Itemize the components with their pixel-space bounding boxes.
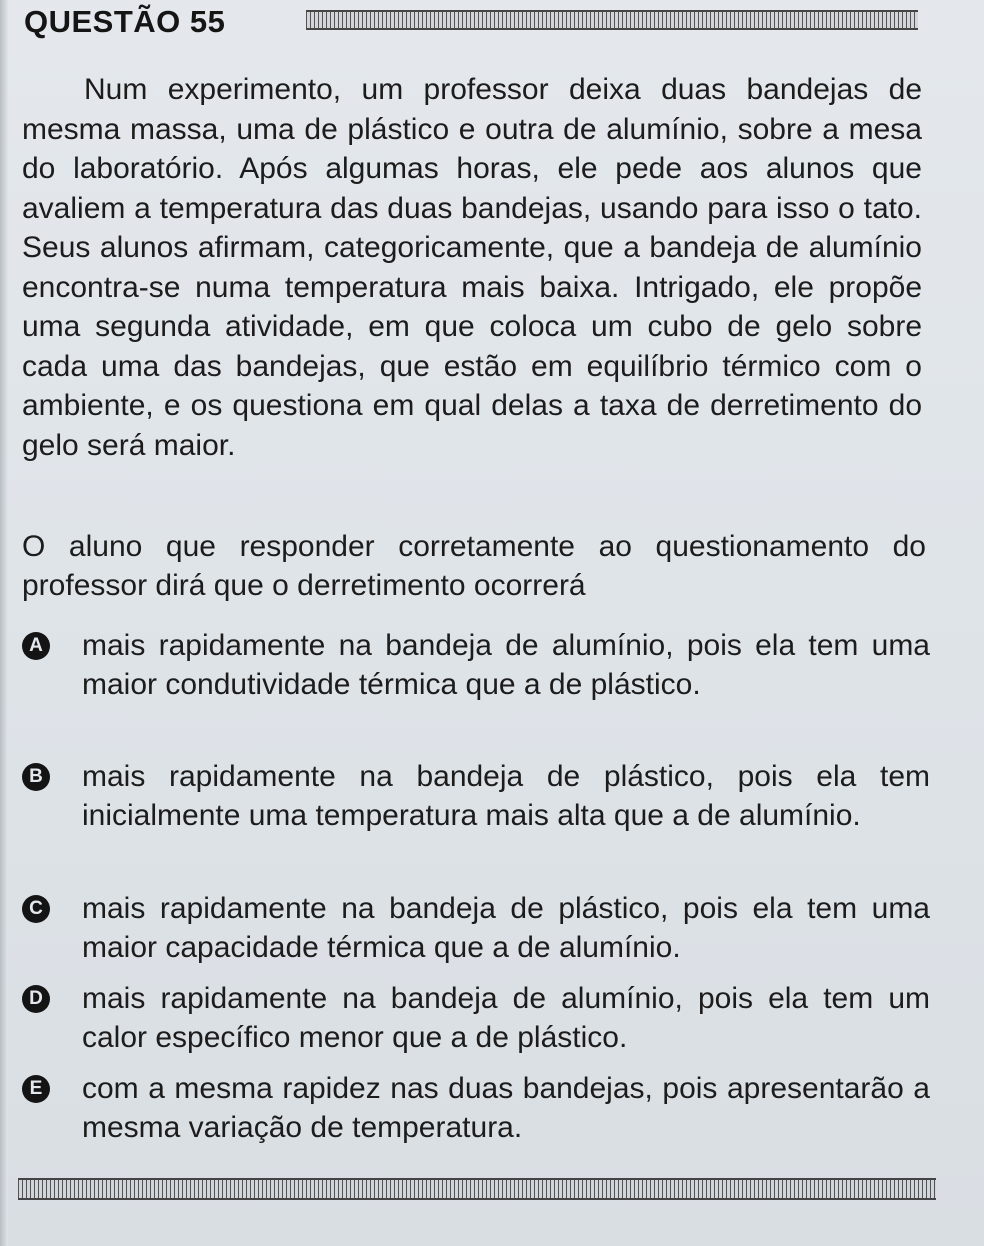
option-b-text: mais rapidamente na bandeja de plástico, pois ela tem inicialmente uma temperatura mais alta que a de alumínio. [82, 760, 930, 832]
question-title: QUESTÃO 55 [24, 4, 226, 39]
header-decorative-rule [306, 10, 918, 30]
page-edge-shadow [0, 0, 8, 1246]
question-header [24, 4, 924, 44]
option-letter-d-icon: D [22, 985, 50, 1013]
footer-decorative-rule [18, 1178, 936, 1200]
question-paragraph: Num experimento, um professor deixa duas bandejas de mesma massa, uma de plástico e outra de alumínio, sobre a mesa do laboratório. Após algumas horas, ele pede aos alunos que avaliem a temperatura das duas bandejas, usando para isso o tato. Seus alunos afirmam, categoricamente, que a bandeja de alumínio encontra-se numa temperatura mais baixa. Intrigado, ele propõe uma segunda atividade, em que coloca um cubo de gelo sobre cada uma das bandejas, que estão em equilíbrio térmico com o ambiente, e os questiona em qual delas a taxa de derretimento do gelo será maior. [22, 73, 922, 462]
option-c-text: mais rapidamente na bandeja de plástico, pois ela tem uma maior capacidade térmica que a de alumínio. [82, 892, 930, 964]
option-a-text: mais rapidamente na bandeja de alumínio, pois ela tem uma maior condutividade térmica que a de plástico. [82, 629, 930, 701]
option-letter-c-icon: C [22, 895, 50, 923]
option-letter-e-icon: E [22, 1075, 50, 1103]
question-prompt: O aluno que responder corretamente ao questionamento do professor dirá que o derretimento ocorrerá [22, 530, 926, 602]
option-d-text: mais rapidamente na bandeja de alumínio, pois ela tem um calor específico menor que a de plástico. [82, 982, 930, 1054]
option-letter-a-icon: A [22, 632, 50, 660]
option-e-text: com a mesma rapidez nas duas bandejas, pois apresentarão a mesma variação de temperatura. [82, 1072, 930, 1144]
option-letter-b-icon: B [22, 763, 50, 791]
